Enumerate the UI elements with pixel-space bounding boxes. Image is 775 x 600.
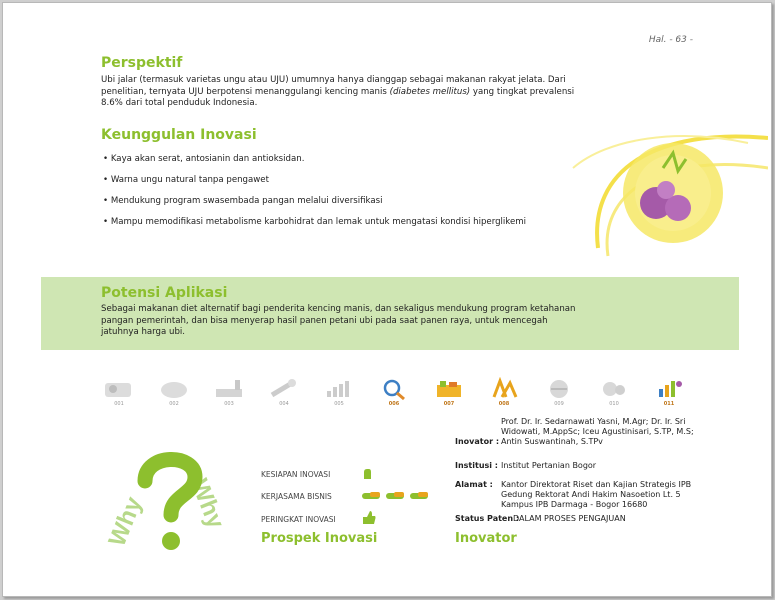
handshake-icon — [360, 490, 432, 502]
stage-icon: 001 — [101, 377, 137, 411]
alamat-label: Alamat : — [455, 480, 493, 489]
sweet-potato-illustration — [568, 98, 768, 258]
institusi-value: Institut Pertanian Bogor — [501, 461, 597, 470]
stage-icon-active: 008 — [486, 377, 522, 411]
prospek-label: KERJASAMA BISNIS — [261, 492, 332, 501]
list-item: • Mendukung program swasembada pangan melalui diversifikasi — [103, 195, 526, 216]
svg-text:Why: Why — [103, 493, 148, 551]
svg-text:Why: Why — [185, 475, 230, 533]
stage-icon: 002 — [156, 377, 192, 411]
keunggulan-list — [103, 153, 526, 237]
prospek-heading: Prospek Inovasi — [261, 531, 378, 546]
thumbs-up-icon — [361, 510, 377, 526]
stage-icon-active: 006 — [376, 377, 412, 411]
status-paten-label: Status Paten : — [455, 514, 520, 523]
inovator-heading: Inovator — [455, 531, 517, 546]
innovation-stage-icons — [101, 377, 701, 411]
institusi-label: Institusi : — [455, 461, 499, 470]
stage-icon: 005 — [321, 377, 357, 411]
stage-icon: 010 — [596, 377, 632, 411]
keunggulan-heading: Keunggulan Inovasi — [101, 127, 257, 143]
stage-icon-active: 007 — [431, 377, 467, 411]
list-item: • Mampu memodifikasi metabolisme karbohidrat dan lemak untuk mengatasi kondisi hiperglikemi — [103, 216, 526, 237]
list-item: • Kaya akan serat, antosianin dan antioksidan. — [103, 153, 526, 174]
document-page — [2, 2, 772, 597]
prospek-label: KESIAPAN INOVASI — [261, 470, 331, 479]
alamat-value: Kantor Direktorat Riset dan Kajian Strategis IPB Gedung Rektorat Andi Hakim Nasoetion Lt. 5 Kampus IPB Darmaga - Bogor 16680 — [501, 480, 692, 509]
stage-icon: 009 — [541, 377, 577, 411]
status-paten-value: DALAM PROSES PENGAJUAN — [513, 514, 626, 523]
page-number: Hal. - 63 - — [648, 35, 693, 45]
hand-icon — [360, 467, 374, 481]
potensi-heading: Potensi Aplikasi — [101, 285, 228, 301]
potensi-text: Sebagai makanan diet alternatif bagi penderita kencing manis, dan sekaligus mendukung program ketahanan pangan pemerintah, dan bisa menyerap hasil panen petani ubi pada saat panen raya, untuk mencegah jatuhnya harga ubi. — [101, 304, 576, 337]
stage-icon-active: 011 — [651, 377, 687, 411]
inovator-label: Inovator : — [455, 437, 500, 446]
prospek-label: PERINGKAT INOVASI — [261, 515, 336, 524]
list-item: • Warna ungu natural tanpa pengawet — [103, 174, 526, 195]
why-question-graphic — [93, 443, 253, 558]
stage-icon: 004 — [266, 377, 302, 411]
inovator-value: Prof. Dr. Ir. Sedarnawati Yasni, M.Agr; Dr. Ir. Sri Widowati, M.AppSc; Iceu Agustinisari, S.TP, M.S; Antin Suswantinah, S.TPv — [501, 417, 694, 446]
stage-icon: 003 — [211, 377, 247, 411]
perspektif-text: Ubi jalar (termasuk varietas ungu atau UJU) umumnya hanya dianggap sebagai makanan rakyat jelata. Dari penelitian, ternyata UJU berpotensi menanggulangi kencing manis (diabetes mellitus) yang tingkat prevalensi 8.6% dari total penduduk Indonesia. — [101, 75, 575, 108]
perspektif-heading: Perspektif — [101, 55, 183, 71]
